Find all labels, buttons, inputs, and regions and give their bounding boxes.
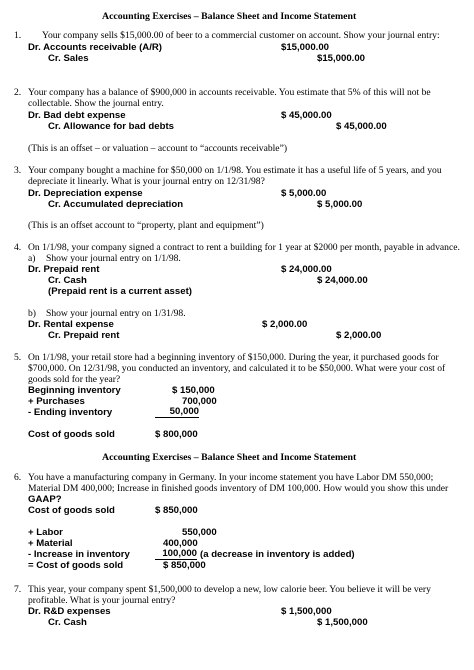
question-5-text-line1: On 1/1/98, your retail store had a beginning inventory of $150,000. During the year, it purchased goods for: [28, 352, 439, 363]
question-7-number: 7.: [14, 584, 22, 595]
q6-total-label: = Cost of goods sold: [28, 560, 124, 571]
question-4-number: 4.: [14, 242, 22, 253]
q5-row-amount: 700,000: [182, 396, 217, 407]
question-3-text-line1: Your company bought a machine for $50,000 on 1/1/98. You estimate it has a useful life of 5 years, and you: [28, 165, 442, 176]
q4b-credit-amount: $ 2,000.00: [336, 330, 382, 341]
q6-inventory-amount: 100,000: [155, 549, 197, 560]
q4b-debit-amount: $ 2,000.00: [262, 319, 308, 330]
q4a-debit-amount: $ 24,000.00: [281, 264, 332, 275]
q7-debit-amount: $ 1,500,000: [281, 606, 332, 617]
q4b-debit-label: Dr. Rental expense: [28, 319, 114, 330]
q6-total-amount: $ 850,000: [163, 560, 206, 571]
question-6-text-line1: You have a manufacturing company in Germany. In your income statement you have Labor DM 550,000;: [28, 472, 434, 483]
q1-debit-amount: $15,000.00: [281, 42, 330, 53]
q7-credit-amount: $ 1,500,000: [317, 617, 368, 628]
question-2-number: 2.: [14, 87, 22, 98]
q7-debit-label: Dr. R&D expenses: [28, 606, 111, 617]
q5-row-label: + Purchases: [28, 396, 85, 407]
q6-labor-label: + Labor: [28, 527, 63, 538]
q2-note: (This is an offset – or valuation – account to “accounts receivable”): [28, 143, 288, 154]
q1-credit-label: Cr. Sales: [48, 53, 89, 64]
q4a-debit-label: Dr. Prepaid rent: [28, 264, 100, 275]
q3-debit-amount: $ 5,000.00: [281, 188, 327, 199]
q6-material-amount: 400,000: [163, 538, 198, 549]
question-3-number: 3.: [14, 165, 22, 176]
q4a-credit-label: Cr. Cash: [48, 275, 87, 286]
q5-row-amount: $ 150,000: [172, 385, 215, 396]
question-5-text-line3: goods sold for the year?: [28, 374, 121, 385]
q3-debit-label: Dr. Depreciation expense: [28, 188, 143, 199]
q4a-label: a): [28, 253, 36, 264]
section-title: Accounting Exercises – Balance Sheet and Income Statement: [102, 452, 357, 463]
q1-credit-amount: $15,000.00: [317, 53, 366, 64]
question-5-number: 5.: [14, 352, 22, 363]
q3-credit-label: Cr. Accumulated depreciation: [48, 199, 184, 210]
question-6-number: 6.: [14, 472, 22, 483]
q4b-text: Show your journal entry on 1/31/98.: [46, 308, 186, 319]
q2-debit-amount: $ 45,000.00: [281, 110, 332, 121]
q5-row-label: Beginning inventory: [28, 385, 121, 396]
question-6-text-line3: GAAP?: [28, 494, 62, 505]
q3-credit-amount: $ 5,000.00: [317, 199, 363, 210]
q2-debit-label: Dr. Bad debt expense: [28, 110, 126, 121]
page-title: Accounting Exercises – Balance Sheet and Income Statement: [102, 11, 357, 22]
question-1-number: 1.: [14, 30, 22, 41]
q4b-credit-label: Cr. Prepaid rent: [48, 330, 120, 341]
q6-material-label: + Material: [28, 538, 73, 549]
q2-credit-amount: $ 45,000.00: [336, 121, 387, 132]
question-4-text: On 1/1/98, your company signed a contract to rent a building for 1 year at $2000 per month, payable in advance.: [28, 242, 460, 253]
q6-cogs-label: Cost of goods sold: [28, 505, 115, 516]
question-6-text-line2: Material DM 400,000; Increase in finished goods inventory of DM 100,000. How would you show this under: [28, 483, 449, 494]
q4a-note: (Prepaid rent is a current asset): [48, 286, 192, 297]
q6-inventory-label: - Increase in inventory: [28, 549, 130, 560]
q7-credit-label: Cr. Cash: [48, 617, 87, 628]
q4a-credit-amount: $ 24,000.00: [317, 275, 368, 286]
q4a-text: Show your journal entry on 1/1/98.: [46, 253, 181, 264]
q5-total-amount: $ 800,000: [155, 429, 198, 440]
q6-cogs-amount: $ 850,000: [155, 505, 198, 516]
q4b-label: b): [28, 308, 36, 319]
q3-note: (This is an offset account to “property, plant and equipment”): [28, 220, 264, 231]
q5-total-label: Cost of goods sold: [28, 429, 115, 440]
question-3-text-line2: depreciate it linearly. What is your journal entry on 12/31/98?: [28, 176, 265, 187]
q5-row-label: - Ending inventory: [28, 407, 113, 418]
q5-row-amount: 50,000: [155, 407, 199, 418]
question-2-text-line1: Your company has a balance of $900,000 in accounts receivable. You estimate that 5% of this will not be: [28, 87, 431, 98]
question-1-text: Your company sells $15,000.00 of beer to a commercial customer on account. Show your journal entry:: [42, 30, 440, 41]
question-7-text-line1: This year, your company spent $1,500,000 to develop a new, low calorie beer. You believe it will be very: [28, 584, 431, 595]
question-5-text-line2: $700,000. On 12/31/98, you conducted an inventory, and calculated it to be $50,000. What were your cost of: [28, 363, 446, 374]
q6-labor-amount: 550,000: [182, 527, 217, 538]
q1-debit-label: Dr. Accounts receivable (A/R): [28, 42, 162, 53]
question-2-text-line2: collectable. Show the journal entry.: [28, 98, 164, 109]
q2-credit-label: Cr. Allowance for bad debts: [48, 121, 174, 132]
question-7-text-line2: profitable. What is your journal entry?: [28, 595, 176, 606]
q6-inventory-note: (a decrease in inventory is added): [200, 549, 355, 560]
